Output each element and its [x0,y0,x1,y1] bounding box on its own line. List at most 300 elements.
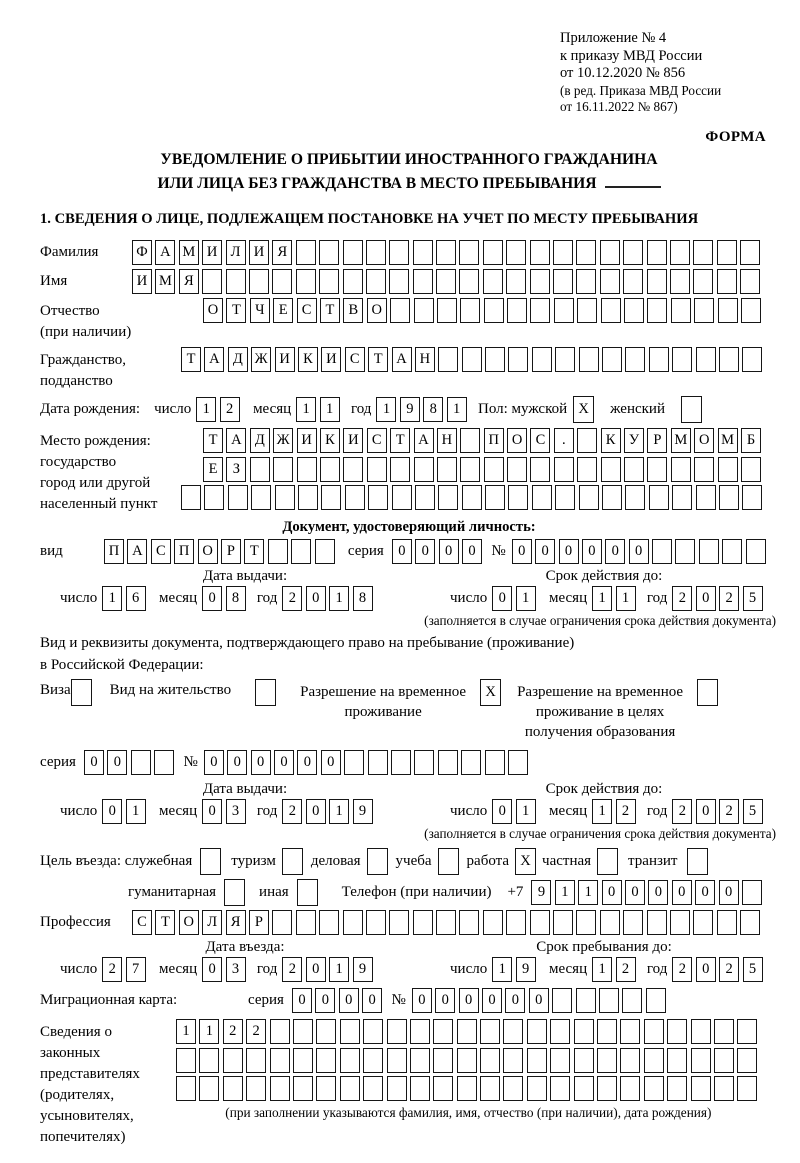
char-cell[interactable]: А [414,428,434,453]
char-cell[interactable] [625,347,645,372]
char-cell[interactable] [624,298,644,323]
char-cell[interactable] [459,910,479,935]
char-cell[interactable] [389,269,409,294]
char-cell[interactable]: У [624,428,644,453]
char-cell[interactable]: 5 [743,799,763,824]
char-cell[interactable] [343,457,363,482]
char-cell[interactable] [554,457,574,482]
char-cell[interactable] [530,910,550,935]
char-cell[interactable]: 1 [176,1019,196,1044]
char-cell[interactable] [249,269,269,294]
char-cell[interactable]: О [203,298,223,323]
char-cell[interactable] [410,1076,430,1101]
char-cell[interactable] [506,240,526,265]
char-cell[interactable] [602,347,622,372]
char-cell[interactable] [366,240,386,265]
char-cell[interactable] [647,457,667,482]
char-cell[interactable]: С [132,910,152,935]
char-cell[interactable] [297,457,317,482]
char-cell[interactable] [699,539,719,564]
char-cell[interactable]: 9 [400,397,420,422]
char-cell[interactable]: О [198,539,218,564]
char-cell[interactable] [228,485,248,510]
char-cell[interactable] [722,539,742,564]
char-cell[interactable] [670,910,690,935]
char-cell[interactable]: 0 [415,539,435,564]
char-cell[interactable] [670,269,690,294]
char-cell[interactable]: 2 [282,799,302,824]
char-cell[interactable] [717,269,737,294]
char-cell[interactable] [601,457,621,482]
char-cell[interactable] [693,240,713,265]
char-cell[interactable]: 2 [616,957,636,982]
char-cell[interactable]: 0 [648,880,668,905]
char-cell[interactable] [694,457,714,482]
char-cell[interactable] [202,269,222,294]
char-cell[interactable] [576,910,596,935]
purpose-work-checkbox[interactable]: X [515,848,536,875]
char-cell[interactable] [340,1076,360,1101]
char-cell[interactable] [437,457,457,482]
char-cell[interactable] [270,1019,290,1044]
char-cell[interactable] [363,1076,383,1101]
char-cell[interactable] [597,1019,617,1044]
char-cell[interactable]: 9 [353,957,373,982]
char-cell[interactable]: 2 [282,586,302,611]
char-cell[interactable] [737,1019,757,1044]
char-cell[interactable]: Т [244,539,264,564]
char-cell[interactable]: 1 [492,957,512,982]
char-cell[interactable]: 1 [329,799,349,824]
char-cell[interactable] [223,1048,243,1073]
char-cell[interactable]: 2 [223,1019,243,1044]
char-cell[interactable] [485,485,505,510]
char-cell[interactable] [620,1019,640,1044]
char-cell[interactable]: 0 [315,988,335,1013]
char-cell[interactable] [746,539,766,564]
char-cell[interactable]: Т [226,298,246,323]
char-cell[interactable] [649,485,669,510]
char-cell[interactable] [714,1048,734,1073]
char-cell[interactable]: 1 [516,799,536,824]
char-cell[interactable]: 0 [306,957,326,982]
char-cell[interactable] [296,910,316,935]
char-cell[interactable] [649,347,669,372]
char-cell[interactable] [462,347,482,372]
char-cell[interactable]: Т [203,428,223,453]
char-cell[interactable]: М [718,428,738,453]
char-cell[interactable] [251,485,271,510]
char-cell[interactable] [293,1048,313,1073]
char-cell[interactable]: М [179,240,199,265]
char-cell[interactable] [647,298,667,323]
char-cell[interactable]: 0 [602,880,622,905]
char-cell[interactable]: Т [181,347,201,372]
char-cell[interactable] [246,1048,266,1073]
char-cell[interactable]: 0 [435,988,455,1013]
char-cell[interactable]: 0 [492,586,512,611]
residence-permit-checkbox[interactable] [255,679,276,706]
char-cell[interactable] [319,269,339,294]
char-cell[interactable] [691,1019,711,1044]
char-cell[interactable]: 1 [320,397,340,422]
char-cell[interactable] [644,1048,664,1073]
char-cell[interactable] [273,457,293,482]
char-cell[interactable] [316,1048,336,1073]
char-cell[interactable] [691,1076,711,1101]
char-cell[interactable] [576,988,596,1013]
char-cell[interactable]: 2 [672,957,692,982]
char-cell[interactable] [574,1048,594,1073]
char-cell[interactable] [433,1076,453,1101]
char-cell[interactable]: 0 [204,750,224,775]
char-cell[interactable] [181,485,201,510]
char-cell[interactable] [392,485,412,510]
char-cell[interactable]: 1 [555,880,575,905]
char-cell[interactable] [414,298,434,323]
char-cell[interactable]: 1 [329,957,349,982]
char-cell[interactable] [577,457,597,482]
char-cell[interactable]: 1 [616,586,636,611]
char-cell[interactable] [508,750,528,775]
char-cell[interactable]: 0 [306,586,326,611]
char-cell[interactable] [646,988,666,1013]
char-cell[interactable] [508,485,528,510]
char-cell[interactable] [693,269,713,294]
char-cell[interactable] [291,539,311,564]
char-cell[interactable] [316,1019,336,1044]
char-cell[interactable] [691,1048,711,1073]
char-cell[interactable] [576,269,596,294]
char-cell[interactable] [460,457,480,482]
char-cell[interactable] [624,457,644,482]
char-cell[interactable] [553,240,573,265]
char-cell[interactable] [484,457,504,482]
char-cell[interactable]: 6 [126,586,146,611]
char-cell[interactable] [460,298,480,323]
char-cell[interactable]: 0 [392,539,412,564]
char-cell[interactable] [672,485,692,510]
char-cell[interactable]: 0 [84,750,104,775]
char-cell[interactable] [623,269,643,294]
char-cell[interactable] [387,1076,407,1101]
char-cell[interactable]: 0 [292,988,312,1013]
char-cell[interactable]: А [204,347,224,372]
char-cell[interactable]: 2 [719,957,739,982]
char-cell[interactable] [485,347,505,372]
char-cell[interactable]: 9 [353,799,373,824]
char-cell[interactable] [597,1048,617,1073]
char-cell[interactable] [387,1048,407,1073]
char-cell[interactable] [667,1019,687,1044]
char-cell[interactable]: 9 [516,957,536,982]
char-cell[interactable]: 0 [321,750,341,775]
char-cell[interactable] [667,1048,687,1073]
char-cell[interactable] [340,1019,360,1044]
char-cell[interactable]: К [320,428,340,453]
char-cell[interactable]: 1 [102,586,122,611]
char-cell[interactable] [414,750,434,775]
char-cell[interactable] [740,910,760,935]
char-cell[interactable] [554,298,574,323]
char-cell[interactable] [457,1076,477,1101]
char-cell[interactable] [574,1076,594,1101]
char-cell[interactable] [622,988,642,1013]
char-cell[interactable]: 2 [282,957,302,982]
char-cell[interactable] [671,457,691,482]
char-cell[interactable]: И [202,240,222,265]
char-cell[interactable]: 0 [102,799,122,824]
char-cell[interactable] [460,428,480,453]
char-cell[interactable]: Ф [132,240,152,265]
char-cell[interactable] [319,910,339,935]
char-cell[interactable]: Р [647,428,667,453]
char-cell[interactable]: 0 [559,539,579,564]
char-cell[interactable] [275,485,295,510]
char-cell[interactable] [553,269,573,294]
char-cell[interactable]: 2 [616,799,636,824]
char-cell[interactable] [436,269,456,294]
char-cell[interactable] [436,240,456,265]
char-cell[interactable] [368,750,388,775]
char-cell[interactable] [483,910,503,935]
char-cell[interactable] [717,240,737,265]
char-cell[interactable] [719,485,739,510]
char-cell[interactable]: Н [415,347,435,372]
char-cell[interactable] [530,240,550,265]
char-cell[interactable] [555,485,575,510]
char-cell[interactable]: 1 [447,397,467,422]
char-cell[interactable]: Т [155,910,175,935]
char-cell[interactable]: 1 [199,1019,219,1044]
char-cell[interactable] [433,1019,453,1044]
char-cell[interactable] [576,240,596,265]
char-cell[interactable] [462,485,482,510]
char-cell[interactable] [507,298,527,323]
char-cell[interactable]: П [174,539,194,564]
char-cell[interactable] [506,269,526,294]
char-cell[interactable] [480,1048,500,1073]
char-cell[interactable] [320,457,340,482]
char-cell[interactable] [437,298,457,323]
char-cell[interactable]: С [151,539,171,564]
char-cell[interactable]: 2 [719,586,739,611]
char-cell[interactable]: 8 [226,586,246,611]
char-cell[interactable]: П [104,539,124,564]
char-cell[interactable] [670,240,690,265]
char-cell[interactable] [483,240,503,265]
char-cell[interactable]: С [530,428,550,453]
char-cell[interactable]: Ж [251,347,271,372]
char-cell[interactable] [340,1048,360,1073]
char-cell[interactable] [319,240,339,265]
char-cell[interactable] [461,750,481,775]
char-cell[interactable]: 0 [512,539,532,564]
char-cell[interactable]: Я [272,240,292,265]
char-cell[interactable]: 2 [672,586,692,611]
char-cell[interactable] [718,298,738,323]
char-cell[interactable]: 0 [605,539,625,564]
char-cell[interactable] [601,298,621,323]
char-cell[interactable] [599,988,619,1013]
char-cell[interactable] [296,269,316,294]
char-cell[interactable]: 3 [226,799,246,824]
char-cell[interactable]: О [507,428,527,453]
char-cell[interactable] [436,910,456,935]
char-cell[interactable] [693,910,713,935]
char-cell[interactable] [719,347,739,372]
char-cell[interactable]: 0 [274,750,294,775]
char-cell[interactable]: 0 [695,880,715,905]
char-cell[interactable] [644,1019,664,1044]
char-cell[interactable] [343,240,363,265]
char-cell[interactable] [410,1048,430,1073]
char-cell[interactable]: 0 [227,750,247,775]
char-cell[interactable] [625,485,645,510]
char-cell[interactable]: 0 [629,539,649,564]
char-cell[interactable]: Е [203,457,223,482]
char-cell[interactable] [647,910,667,935]
char-cell[interactable] [555,347,575,372]
char-cell[interactable]: 2 [246,1019,266,1044]
char-cell[interactable] [574,1019,594,1044]
char-cell[interactable]: Л [202,910,222,935]
char-cell[interactable] [530,298,550,323]
char-cell[interactable] [485,750,505,775]
char-cell[interactable] [438,347,458,372]
purpose-study-checkbox[interactable] [438,848,459,875]
char-cell[interactable]: К [601,428,621,453]
char-cell[interactable] [298,485,318,510]
char-cell[interactable] [532,485,552,510]
char-cell[interactable]: Л [226,240,246,265]
char-cell[interactable] [199,1048,219,1073]
char-cell[interactable]: О [179,910,199,935]
char-cell[interactable] [714,1076,734,1101]
char-cell[interactable] [415,485,435,510]
char-cell[interactable] [503,1048,523,1073]
char-cell[interactable]: 2 [672,799,692,824]
char-cell[interactable]: Ж [273,428,293,453]
char-cell[interactable]: 0 [672,880,692,905]
char-cell[interactable]: 0 [202,586,222,611]
char-cell[interactable]: Т [368,347,388,372]
char-cell[interactable]: 0 [251,750,271,775]
char-cell[interactable]: 9 [531,880,551,905]
char-cell[interactable]: 0 [696,799,716,824]
char-cell[interactable] [484,298,504,323]
char-cell[interactable] [577,298,597,323]
char-cell[interactable] [367,457,387,482]
char-cell[interactable] [741,457,761,482]
char-cell[interactable]: А [155,240,175,265]
char-cell[interactable] [718,457,738,482]
char-cell[interactable] [553,910,573,935]
char-cell[interactable]: 8 [353,586,373,611]
char-cell[interactable] [316,1076,336,1101]
char-cell[interactable]: 0 [696,586,716,611]
char-cell[interactable] [740,240,760,265]
purpose-transit-checkbox[interactable] [687,848,708,875]
char-cell[interactable]: 0 [459,988,479,1013]
char-cell[interactable] [270,1048,290,1073]
char-cell[interactable] [647,240,667,265]
char-cell[interactable]: С [297,298,317,323]
char-cell[interactable]: 0 [505,988,525,1013]
char-cell[interactable] [737,1048,757,1073]
char-cell[interactable] [552,988,572,1013]
char-cell[interactable] [389,240,409,265]
char-cell[interactable] [176,1048,196,1073]
char-cell[interactable] [223,1076,243,1101]
char-cell[interactable] [507,457,527,482]
char-cell[interactable]: Т [390,428,410,453]
char-cell[interactable] [714,1019,734,1044]
char-cell[interactable] [600,240,620,265]
char-cell[interactable] [363,1019,383,1044]
char-cell[interactable]: 1 [516,586,536,611]
char-cell[interactable]: Д [250,428,270,453]
char-cell[interactable] [620,1076,640,1101]
char-cell[interactable]: 0 [107,750,127,775]
char-cell[interactable] [579,347,599,372]
char-cell[interactable] [413,269,433,294]
char-cell[interactable] [246,1076,266,1101]
char-cell[interactable] [366,910,386,935]
char-cell[interactable] [272,269,292,294]
char-cell[interactable]: 2 [220,397,240,422]
char-cell[interactable]: 1 [126,799,146,824]
char-cell[interactable] [532,347,552,372]
purpose-business-checkbox[interactable] [367,848,388,875]
char-cell[interactable] [503,1076,523,1101]
char-cell[interactable] [366,269,386,294]
char-cell[interactable]: 0 [625,880,645,905]
char-cell[interactable]: 2 [102,957,122,982]
char-cell[interactable] [321,485,341,510]
char-cell[interactable] [368,485,388,510]
char-cell[interactable]: 2 [719,799,739,824]
purpose-tourism-checkbox[interactable] [282,848,303,875]
char-cell[interactable]: 8 [423,397,443,422]
char-cell[interactable] [600,269,620,294]
char-cell[interactable]: 7 [126,957,146,982]
char-cell[interactable]: 0 [492,799,512,824]
char-cell[interactable]: П [484,428,504,453]
char-cell[interactable]: 1 [196,397,216,422]
char-cell[interactable]: 1 [592,586,612,611]
char-cell[interactable]: Я [179,269,199,294]
char-cell[interactable]: 0 [202,799,222,824]
char-cell[interactable]: 0 [339,988,359,1013]
char-cell[interactable]: 0 [462,539,482,564]
char-cell[interactable]: Я [226,910,246,935]
char-cell[interactable] [742,347,762,372]
char-cell[interactable] [176,1076,196,1101]
char-cell[interactable]: Н [437,428,457,453]
char-cell[interactable]: 0 [719,880,739,905]
char-cell[interactable] [672,347,692,372]
char-cell[interactable]: О [694,428,714,453]
char-cell[interactable]: Р [249,910,269,935]
char-cell[interactable]: А [392,347,412,372]
char-cell[interactable]: 0 [362,988,382,1013]
char-cell[interactable]: Д [228,347,248,372]
char-cell[interactable] [740,269,760,294]
char-cell[interactable] [457,1019,477,1044]
char-cell[interactable] [579,485,599,510]
char-cell[interactable]: 1 [592,799,612,824]
